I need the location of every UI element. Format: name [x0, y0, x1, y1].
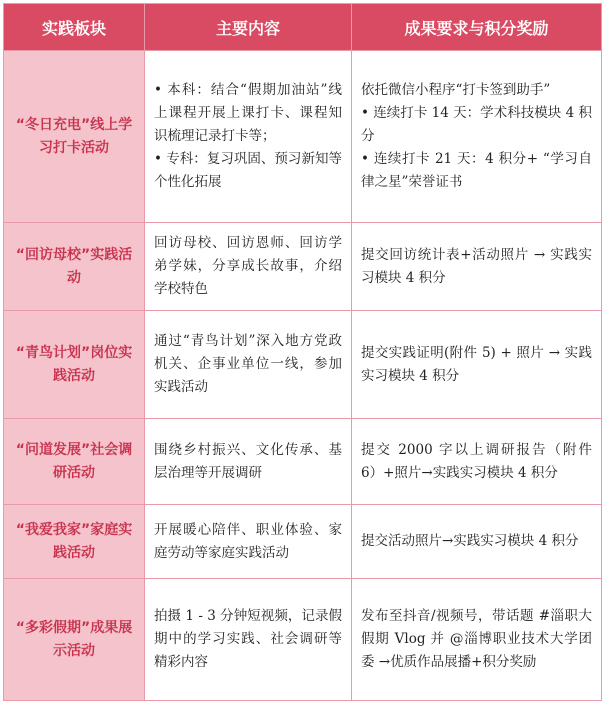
row-reward — [352, 579, 602, 701]
content-line: 拍摄 1 - 3 分钟短视频，记录假期中的学习实践、社会调研等精彩内容 — [154, 608, 342, 670]
table-row — [4, 311, 602, 419]
row-reward — [352, 311, 602, 419]
row-content — [145, 51, 352, 223]
row-category: “青鸟计划”岗位实践活动 — [4, 311, 145, 419]
content-line: • 专科：复习巩固、预习新知等个性化拓展 — [154, 151, 342, 190]
row-reward — [352, 419, 602, 505]
row-content — [145, 223, 352, 311]
row-category: “问道发展”社会调研活动 — [4, 419, 145, 505]
row-category: “回访母校”实践活动 — [4, 223, 145, 311]
reward-line: 提交 2000 字以上调研报告（附件 6）+照片→实践实习模块 4 积分 — [361, 441, 592, 481]
table-row — [4, 419, 602, 505]
table-row — [4, 51, 602, 223]
reward-line: • 连续打卡 14 天：学术科技模块 4 积分 — [361, 105, 592, 144]
row-reward — [352, 223, 602, 311]
content-line: • 本科：结合“假期加油站”线上课程开展上课打卡、课程知识梳理记录打卡等； — [154, 82, 342, 144]
content-line: 围绕乡村振兴、文化传承、基层治理等开展调研 — [154, 441, 342, 481]
header-category: 实践板块 — [4, 4, 145, 51]
header-content: 主要内容 — [145, 4, 352, 51]
reward-line: 发布至抖音/视频号，带话题 #淄职大假期 Vlog 并 @淄博职业技术大学团委 →优质作品展播+积分奖励 — [361, 608, 592, 670]
table-row — [4, 505, 602, 579]
header-reward: 成果要求与积分奖励 — [352, 4, 602, 51]
reward-line: 提交实践证明(附件 5) + 照片 → 实践实习模块 4 积分 — [361, 344, 592, 384]
reward-line: 提交回访统计表+活动照片 → 实践实习模块 4 积分 — [361, 246, 592, 286]
reward-line: • 连续打卡 21 天：4 积分+ “学习自律之星”荣誉证书 — [361, 151, 592, 190]
reward-line: 提交活动照片→实践实习模块 4 积分 — [361, 533, 579, 549]
row-content — [145, 419, 352, 505]
row-reward — [352, 51, 602, 223]
row-category: “我爱我家”家庭实践活动 — [4, 505, 145, 579]
row-content — [145, 579, 352, 701]
reward-line: 依托微信小程序“打卡签到助手” — [361, 82, 551, 98]
row-content — [145, 505, 352, 579]
header-row — [4, 4, 602, 51]
row-reward — [352, 505, 602, 579]
practice-table — [3, 3, 602, 701]
content-line: 通过“青鸟计划”深入地方党政机关、企事业单位一线，参加实践活动 — [154, 333, 342, 395]
table-row — [4, 579, 602, 701]
content-line: 回访母校、回访恩师、回访学弟学妹，分享成长故事，介绍学校特色 — [154, 235, 342, 297]
row-content — [145, 311, 352, 419]
table-row — [4, 223, 602, 311]
row-category: “多彩假期”成果展示活动 — [4, 579, 145, 701]
content-line: 开展暖心陪伴、职业体验、家庭劳动等家庭实践活动 — [154, 521, 342, 561]
row-category: “冬日充电”线上学习打卡活动 — [4, 51, 145, 223]
